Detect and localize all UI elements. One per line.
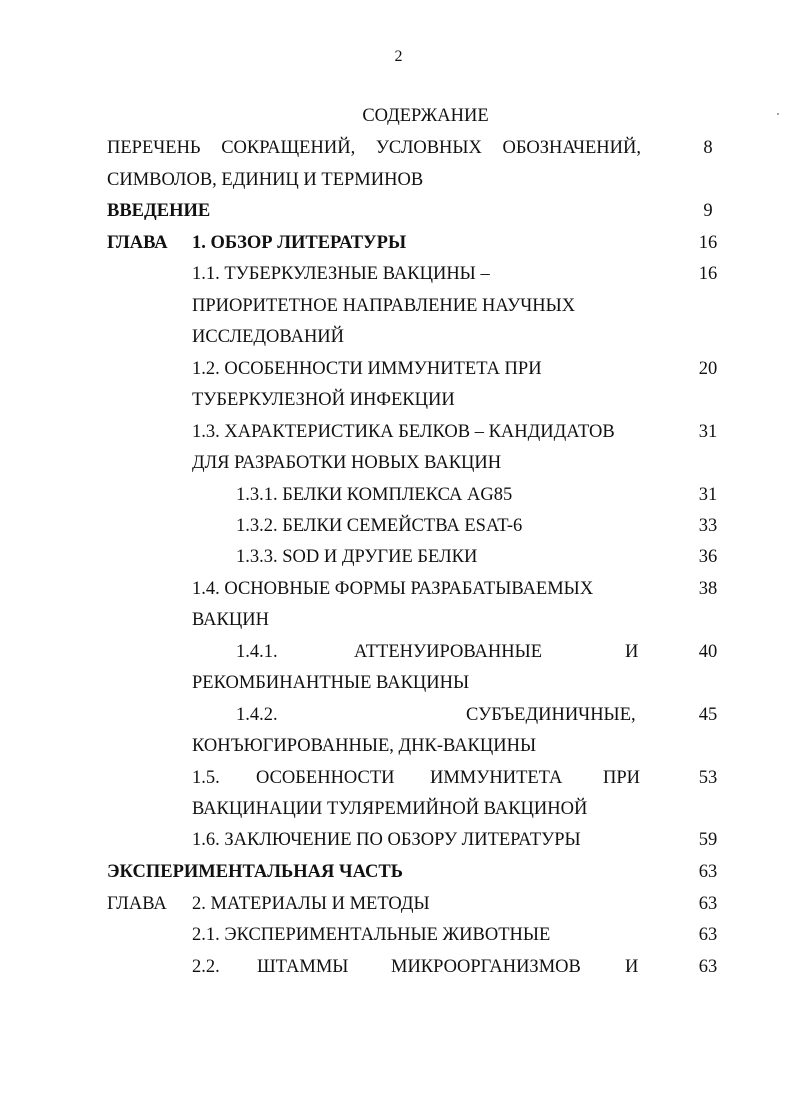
toc-entry-1-4-2-line2: КОНЪЮГИРОВАННЫЕ, ДНК-ВАКЦИНЫ [192, 736, 537, 756]
toc-entry-1-4-1-word1: АТТЕНУИРОВАННЫЕ [354, 642, 543, 662]
toc-page-1-3-3: 36 [698, 547, 718, 567]
toc-entry-1-4-1-line2: РЕКОМБИНАНТНЫЕ ВАКЦИНЫ [192, 673, 470, 693]
toc-page-chapter2: 63 [698, 894, 718, 914]
toc-entry-2-2-word1: ШТАММЫ [257, 957, 349, 977]
toc-page-1-1: 16 [698, 264, 718, 284]
toc-entry-1-5-word2: ИММУНИТЕТА [430, 768, 563, 788]
toc-entry-2-2-number: 2.2. [192, 957, 220, 977]
toc-page-1-4-1: 40 [698, 642, 718, 662]
toc-entry-1-2-line1: 1.2. ОСОБЕННОСТИ ИММУНИТЕТА ПРИ [192, 359, 542, 379]
toc-page-experimental: 63 [698, 862, 718, 882]
toc-page-1-3-2: 33 [698, 516, 718, 536]
toc-entry-1-3-2: 1.3.2. БЕЛКИ СЕМЕЙСТВА ESAT-6 [236, 516, 523, 536]
toc-chapter1-label: ГЛАВА [107, 233, 168, 253]
toc-entry-1-1-line2: ПРИОРИТЕТНОЕ НАПРАВЛЕНИЕ НАУЧНЫХ [192, 296, 576, 316]
toc-page-introduction: 9 [703, 201, 713, 221]
toc-entry-abbreviations-line2: СИМВОЛОВ, ЕДИНИЦ И ТЕРМИНОВ [107, 170, 424, 190]
toc-entry-experimental: ЭКСПЕРИМЕНТАЛЬНАЯ ЧАСТЬ [107, 862, 403, 882]
toc-entry-1-4-2-word1: СУБЪЕДИНИЧНЫЕ, [466, 705, 636, 725]
toc-chapter2-title: 2. МАТЕРИАЛЫ И МЕТОДЫ [192, 894, 430, 914]
toc-entry-1-5-number: 1.5. [192, 768, 220, 788]
toc-entry-1-4-line1: 1.4. ОСНОВНЫЕ ФОРМЫ РАЗРАБАТЫВАЕМЫХ [192, 579, 594, 599]
toc-entry-1-4-line2: ВАКЦИН [192, 610, 269, 630]
toc-entry-2-2-word2: МИКРООРГАНИЗМОВ [391, 957, 581, 977]
toc-entry-1-3-3: 1.3.3. SOD И ДРУГИЕ БЕЛКИ [236, 547, 478, 567]
toc-entry-2-1: 2.1. ЭКСПЕРИМЕНТАЛЬНЫЕ ЖИВОТНЫЕ [192, 925, 551, 945]
toc-page-1-6: 59 [698, 830, 718, 850]
page-number: 2 [394, 48, 403, 65]
page-title: СОДЕРЖАНИЕ [362, 106, 489, 126]
toc-entry-2-2-word3: И [625, 957, 639, 977]
toc-entry-1-4-1-number: 1.4.1. [236, 642, 278, 662]
toc-page-abbreviations: 8 [703, 138, 713, 158]
toc-entry-1-3-1: 1.3.1. БЕЛКИ КОМПЛЕКСА AG85 [236, 485, 513, 505]
toc-page-2-2: 63 [698, 957, 718, 977]
toc-page-chapter1: 16 [698, 233, 718, 253]
toc-page-1-2: 20 [698, 359, 718, 379]
toc-entry-1-4-1-word2: И [625, 642, 639, 662]
toc-page-1-3-1: 31 [698, 485, 718, 505]
toc-page-1-5: 53 [698, 768, 718, 788]
toc-entry-1-1-line1: 1.1. ТУБЕРКУЛЕЗНЫЕ ВАКЦИНЫ – [192, 264, 490, 284]
toc-entry-abbreviations-line1: ПЕРЕЧЕНЬ СОКРАЩЕНИЙ, УСЛОВНЫХ ОБОЗНАЧЕНИЙ, [107, 138, 641, 158]
toc-entry-1-4-2-number: 1.4.2. [236, 705, 278, 725]
toc-entry-1-5-word3: ПРИ [603, 768, 641, 788]
toc-entry-1-1-line3: ИССЛЕДОВАНИЙ [192, 327, 345, 347]
toc-chapter2-label: ГЛАВА [107, 894, 167, 914]
toc-entry-1-2-line2: ТУБЕРКУЛЕЗНОЙ ИНФЕКЦИИ [192, 390, 455, 410]
toc-entry-1-3-line1: 1.3. ХАРАКТЕРИСТИКА БЕЛКОВ – КАНДИДАТОВ [192, 422, 615, 442]
toc-entry-introduction: ВВЕДЕНИЕ [107, 201, 211, 221]
toc-entry-1-5-word1: ОСОБЕННОСТИ [256, 768, 395, 788]
toc-page-1-4-2: 45 [698, 705, 718, 725]
toc-entry-1-3-line2: ДЛЯ РАЗРАБОТКИ НОВЫХ ВАКЦИН [192, 453, 502, 473]
toc-chapter1-title: 1. ОБЗОР ЛИТЕРАТУРЫ [192, 233, 407, 253]
toc-page-1-4: 38 [698, 579, 718, 599]
toc-entry-1-5-line2: ВАКЦИНАЦИИ ТУЛЯРЕМИЙНОЙ ВАКЦИНОЙ [192, 799, 588, 819]
toc-page-2-1: 63 [698, 925, 718, 945]
toc-page-1-3: 31 [698, 422, 718, 442]
toc-entry-1-6: 1.6. ЗАКЛЮЧЕНИЕ ПО ОБЗОРУ ЛИТЕРАТУРЫ [192, 830, 581, 850]
